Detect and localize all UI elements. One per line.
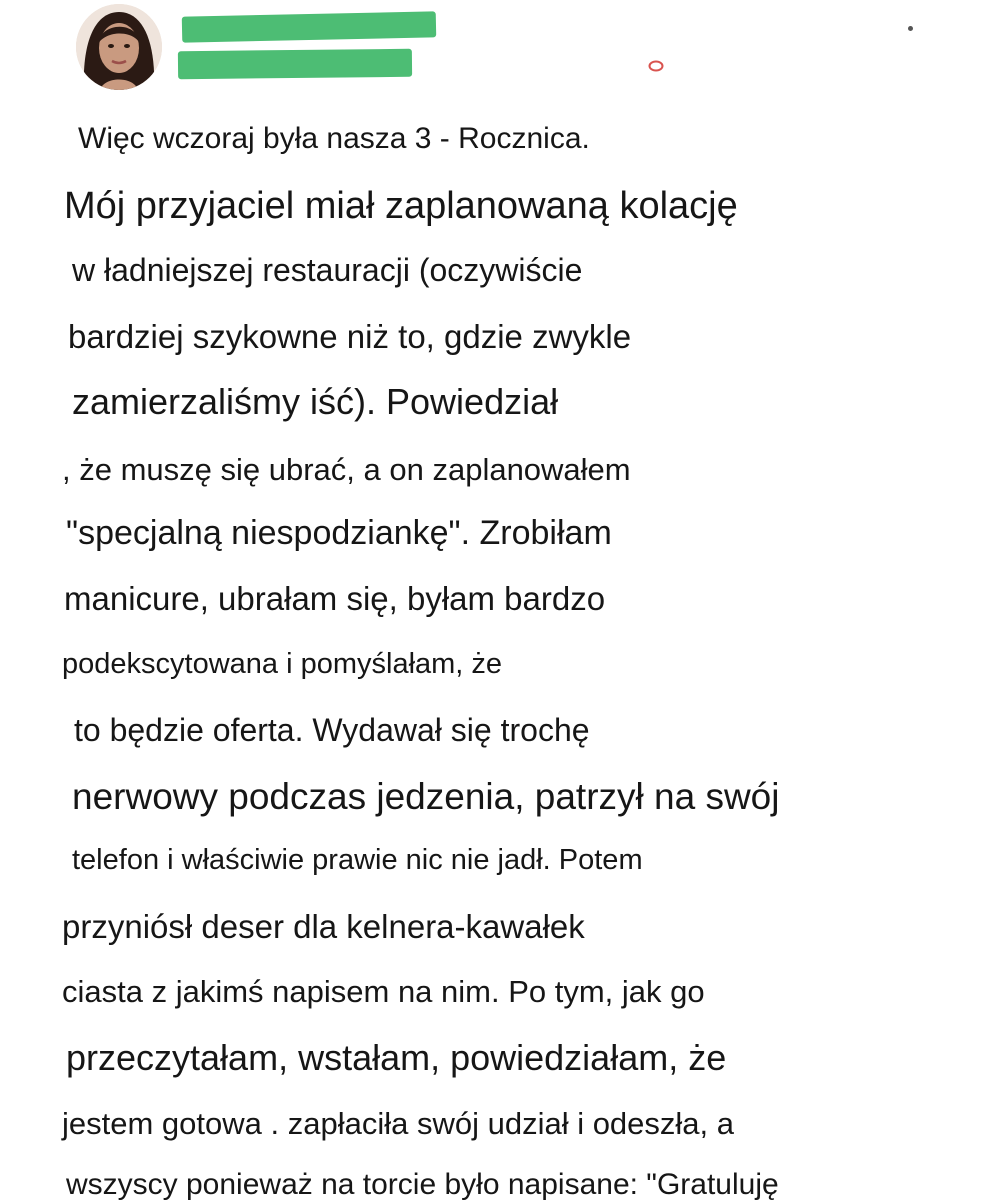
post-text-line: wszyscy ponieważ na torcie było napisane: "Gratuluję [66,1168,779,1201]
post-text-line: podekscytowana i pomyślałam, że [62,648,503,680]
post-text-line: Więc wczoraj była nasza 3 - Rocznica. [78,122,590,155]
post-text-line: przyniósł deser dla kelnera-kawałek [62,908,585,945]
post-text-line: nerwowy podczas jedzenia, patrzył na swój [72,776,780,817]
post-text-line: to będzie oferta. Wydawał się trochę [74,712,590,748]
post-text-line: w ładniejszej restauracji (oczywiście [72,252,583,288]
post-text-line: telefon i właściwie prawie nic nie jadł. Potem [72,844,643,876]
post-text-line: jestem gotowa . zapłaciła swój udział i odeszła, a [62,1106,735,1141]
post-text-line: , że muszę się ubrać, a on zaplanowałem [62,452,631,487]
post-text-line: przeczytałam, wstałam, powiedziałam, że [66,1037,727,1078]
post-text-line: manicure, ubrałam się, byłam bardzo [64,580,606,617]
post-text-line: ciasta z jakimś napisem na nim. Po tym, jak go [62,974,705,1009]
post-text-line: bardziej szykowne niż to, gdzie zwykle [68,318,632,355]
post-text-line: "specjalną niespodziankę". Zrobiłam [66,514,612,552]
post-text-line: zamierzaliśmy iść). Powiedział [72,381,559,422]
post-text-line: Mój przyjaciel miał zaplanowaną kolację [64,185,738,227]
